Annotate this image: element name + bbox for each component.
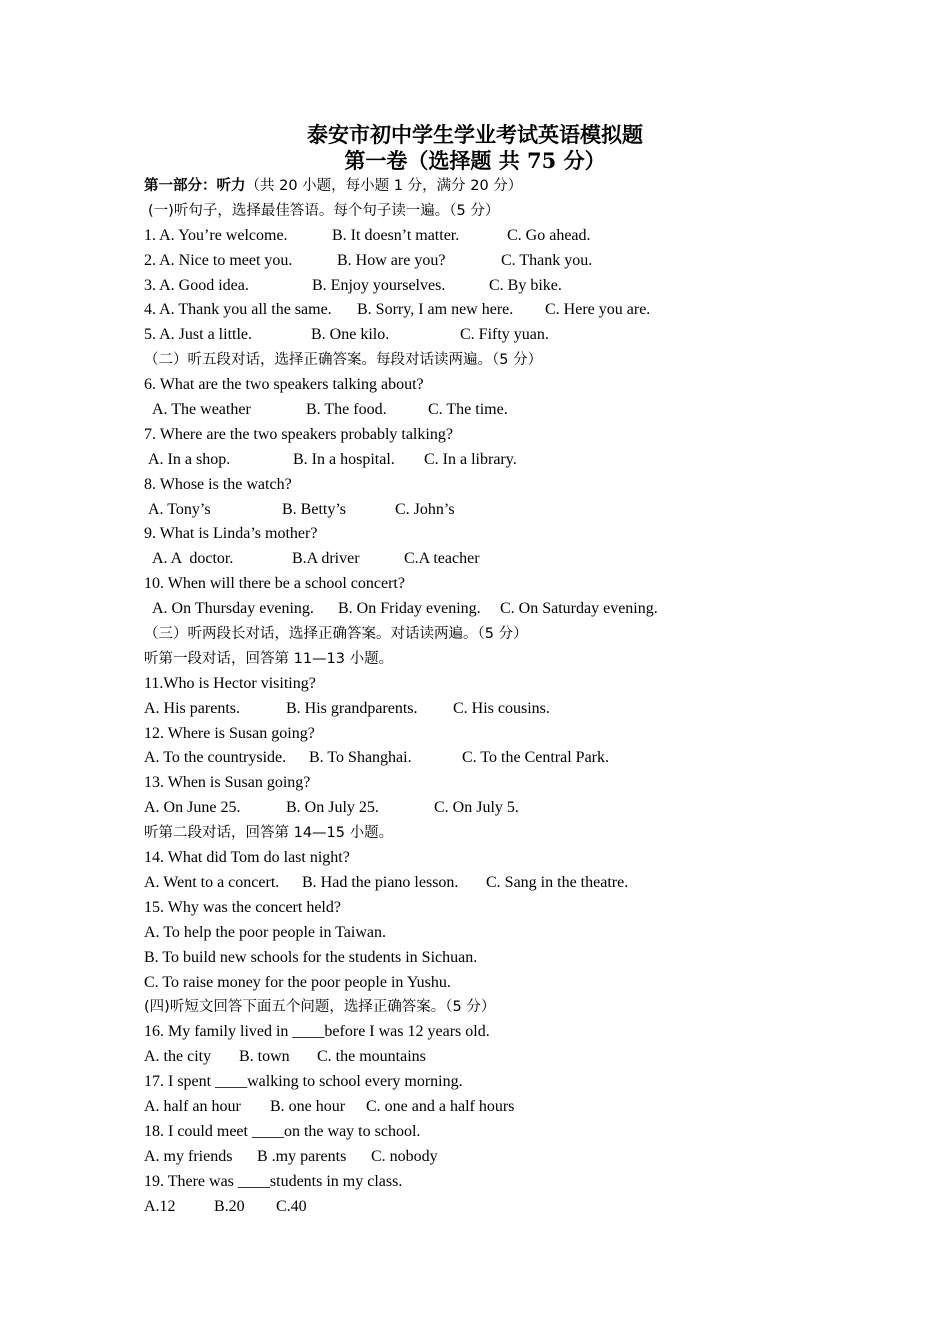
section-heading: （二）听五段对话，选择正确答案。每段对话读两遍。（5 分） bbox=[144, 352, 543, 369]
question-stem: 13. When is Susan going? bbox=[144, 774, 311, 792]
question-row: 4. A. Thank you all the same. B. Sorry, I am new here. C. Here you are. bbox=[144, 301, 651, 319]
section-subheading: 听第二段对话，回答第 14—15 小题。 bbox=[144, 825, 394, 842]
part-label: 第一部分：听力 bbox=[144, 178, 246, 194]
page-subtitle: 第一卷（选择题 共 75 分） bbox=[344, 148, 606, 173]
question-options: A. On June 25. B. On July 25. C. On July 5. bbox=[144, 799, 519, 817]
question-options: A.12 B.20 C.40 bbox=[144, 1197, 307, 1215]
part-heading bbox=[144, 174, 844, 199]
question-row: 3. A. Good idea. B. Enjoy yourselves. C. By bike. bbox=[144, 276, 562, 294]
question-stem: 11.Who is Hector visiting? bbox=[144, 674, 316, 692]
question-stem: 18. I could meet ____on the way to school. bbox=[144, 1122, 421, 1140]
question-options: A. His parents. B. His grandparents. C. His cousins. bbox=[144, 699, 550, 717]
question-row: 5. A. Just a little. B. One kilo. C. Fifty yuan. bbox=[144, 326, 549, 344]
section-subheading: 听第一段对话，回答第 11—13 小题。 bbox=[144, 650, 394, 667]
question-stem: 9. What is Linda’s mother? bbox=[144, 525, 318, 543]
question-stem: 19. There was ____students in my class. bbox=[144, 1172, 403, 1190]
question-stem: 15. Why was the concert held? bbox=[144, 898, 341, 916]
question-option: A. To help the poor people in Taiwan. bbox=[144, 923, 387, 941]
question-option: B. To build new schools for the students in Sichuan. bbox=[144, 948, 478, 966]
question-options: A. my friends B .my parents C. nobody bbox=[144, 1147, 438, 1165]
question-options: A. half an hour B. one hour C. one and a half hours bbox=[144, 1097, 515, 1115]
exam-body bbox=[144, 174, 844, 1219]
question-options: A. On Thursday evening. B. On Friday evening. C. On Saturday evening. bbox=[152, 600, 658, 618]
question-row: 2. A. Nice to meet you. B. How are you? C. Thank you. bbox=[144, 251, 593, 269]
question-options: A. In a shop. B. In a hospital. C. In a library. bbox=[148, 450, 517, 468]
section-heading: （三）听两段长对话，选择正确答案。对话读两遍。（5 分） bbox=[144, 626, 528, 643]
question-options: A. The weather B. The food. C. The time. bbox=[152, 401, 508, 419]
page-title: 泰安市初中学生学业考试英语模拟题 bbox=[307, 122, 643, 147]
section-heading: (四)听短文回答下面五个问题，选择正确答案。（5 分） bbox=[144, 999, 496, 1016]
question-options: A. To the countryside. B. To Shanghai. C. To the Central Park. bbox=[144, 749, 610, 767]
question-stem: 6. What are the two speakers talking about? bbox=[144, 376, 424, 394]
question-stem: 17. I spent ____walking to school every morning. bbox=[144, 1073, 463, 1091]
question-options: A. Tony’s B. Betty’s C. John’s bbox=[148, 500, 455, 518]
section-heading: (一)听句子，选择最佳答语。每个句子读一遍。（5 分） bbox=[148, 202, 500, 219]
question-options: A. A doctor. B.A driver C.A teacher bbox=[152, 550, 480, 568]
question-stem: 14. What did Tom do last night? bbox=[144, 849, 350, 867]
question-stem: 10. When will there be a school concert? bbox=[144, 575, 405, 593]
question-stem: 12. Where is Susan going? bbox=[144, 724, 315, 742]
part-note: （共 20 小题，每小题 1 分，满分 20 分） bbox=[245, 178, 523, 194]
question-stem: 16. My family lived in ____before I was 12 years old. bbox=[144, 1023, 490, 1041]
question-stem: 8. Whose is the watch? bbox=[144, 475, 292, 493]
question-option: C. To raise money for the poor people in Yushu. bbox=[144, 973, 451, 991]
question-options: A. the city B. town C. the mountains bbox=[144, 1048, 426, 1066]
question-stem: 7. Where are the two speakers probably talking? bbox=[144, 425, 453, 443]
question-options: A. Went to a concert. B. Had the piano lesson. C. Sang in the theatre. bbox=[144, 873, 629, 891]
question-row: 1. A. You’re welcome. B. It doesn’t matter. C. Go ahead. bbox=[144, 226, 591, 244]
